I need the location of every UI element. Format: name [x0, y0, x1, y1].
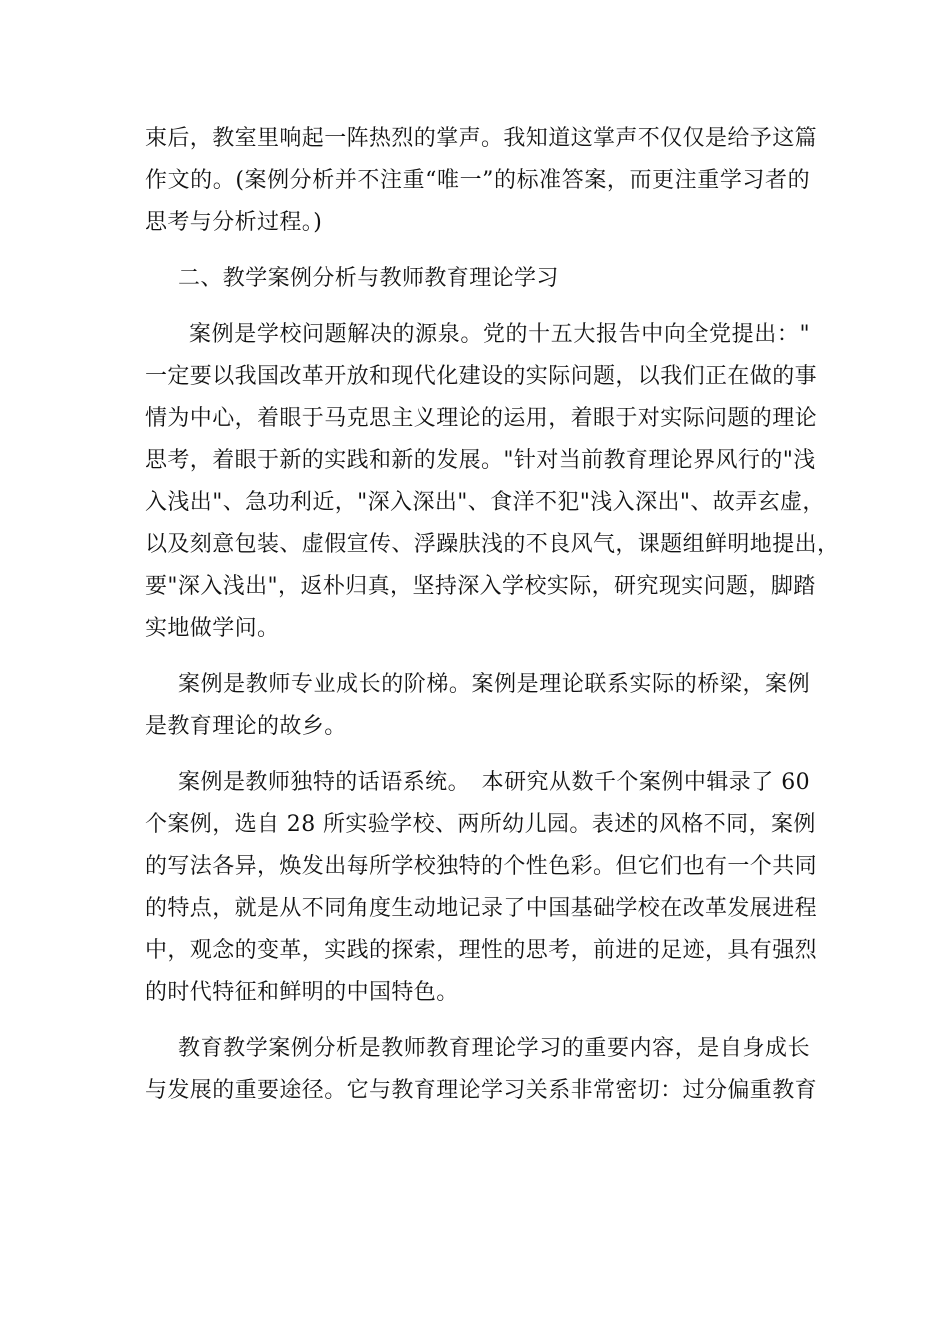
text-line: 是教育理论的故乡。	[145, 714, 347, 739]
text-line: 一定要以我国改革开放和现代化建设的实际问题，以我们正在做的事	[145, 364, 818, 389]
text-line: 案例是教师专业成长的阶梯。案例是理论联系实际的桥梁，案例	[178, 672, 810, 697]
text-line: 思考与分析过程。)	[145, 210, 323, 235]
text-line: 作文的。(案例分析并不注重“唯一”的标准答案，而更注重学习者的	[145, 168, 810, 193]
text-line: 情为中心，着眼于马克思主义理论的运用，着眼于对实际问题的理论	[145, 406, 818, 431]
document-body	[145, 118, 840, 1112]
text-line: 思考，着眼于新的实践和新的发展。"针对当前教育理论界风行的"浅	[145, 448, 816, 473]
text-line: 束后，教室里响起一阵热烈的掌声。我知道这掌声不仅仅是给予这篇	[145, 126, 818, 151]
text-line: 实地做学问。	[145, 616, 280, 641]
text-line: 案例是学校问题解决的源泉。党的十五大报告中向全党提出："	[189, 322, 810, 347]
text-line: 的时代特征和鲜明的中国特色。	[145, 980, 459, 1005]
text-line: 以及刻意包装、虚假宣传、浮躁肤浅的不良风气，课题组鲜明地提出，	[145, 532, 840, 557]
text-line: 入浅出"、急功利近，"深入深出"、食洋不犯"浅入深出"、故弄玄虚，	[145, 490, 825, 515]
text-line: 中，观念的变革，实践的探索，理性的思考，前进的足迹，具有强烈	[145, 938, 818, 963]
text-line: 与发展的重要途径。它与教育理论学习关系非常密切：过分偏重教育	[145, 1078, 818, 1103]
text-line: 的写法各异，焕发出每所学校独特的个性色彩。但它们也有一个共同	[145, 854, 818, 879]
text-line: 教育教学案例分析是教师教育理论学习的重要内容，是自身成长	[178, 1036, 810, 1061]
section-heading: 二、教学案例分析与教师教育理论学习	[178, 266, 559, 291]
text-line: 个案例，选自 28 所实验学校、两所幼儿园。表述的风格不同，案例	[145, 812, 816, 837]
text-line: 的特点，就是从不同角度生动地记录了中国基础学校在改革发展进程	[145, 896, 818, 921]
text-line: 要"深入浅出"，返朴归真，坚持深入学校实际，研究现实问题，脚踏	[145, 574, 816, 599]
text-line: 案例是教师独特的话语系统。 本研究从数千个案例中辑录了 60	[178, 770, 810, 795]
